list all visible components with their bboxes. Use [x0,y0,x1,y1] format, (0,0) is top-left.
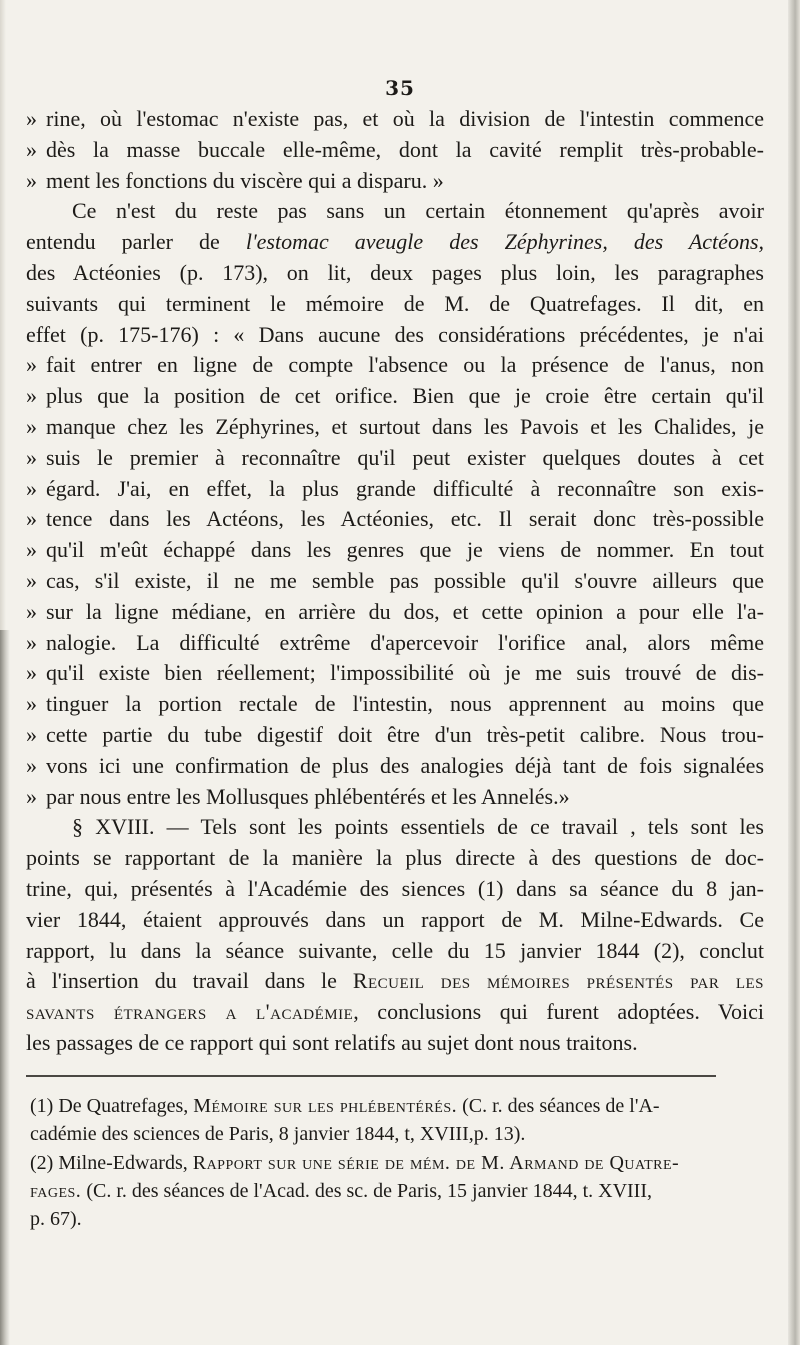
savants-title: savants étrangers a l'académie [26,999,354,1025]
section-line: savants étrangers a l'académie, conclusions qui furent adoptées. Voici [26,999,764,1025]
quote2-line: » fait entrer en ligne de compte l'absence ou la présence de l'anus, non [26,352,764,378]
section-line: rapport, lu dans la séance suivante, celle du 15 janvier 1844 (2), conclut [26,937,764,963]
quote2-line: » qu'il existe bien réellement; l'impossibilité où je me suis trouvé de dis- [26,660,764,686]
paragraph-line-5: effet (p. 175-176) : « Dans aucune des considérations précédentes, je n'ai [26,321,764,347]
quote2-line: » vons ici une confirmation de plus des analogies déjà tant de fois signalées [26,752,764,778]
quote2-line: » égard. J'ai, en effet, la plus grande difficulté à reconnaître son exis- [26,475,764,501]
quote2-line: » manque chez les Zéphyrines, et surtout dans les Pavois et les Chalides, je [26,413,764,439]
footnotes [30,1092,765,1233]
quote2-line: » tinguer la portion rectale de l'intestin, nous apprennent au moins que [26,691,764,717]
quote2-line: » par nous entre les Mollusques phlébentérés et les Annelés.» [26,783,570,809]
quote2-line: » qu'il m'eût échappé dans les genres que je viens de nommer. En tout [26,537,764,563]
quote2-line: » sur la ligne médiane, en arrière du dos, et cette opinion a pour elle l'a- [26,598,764,624]
quote2-line: » suis le premier à reconnaître qu'il peut exister quelques doutes à cet [26,444,764,470]
page-edge-right [788,0,800,1345]
section-line: points se rapportant de la manière la plus directe à des questions de doc- [26,845,764,871]
footnote-1-line-2: cadémie des sciences de Paris, 8 janvier 1844, t, XVIII,p. 13). [30,1123,526,1146]
quote2-line: » plus que la position de cet orifice. Bien que je croie être certain qu'il [26,383,764,409]
paragraph-line-1: Ce n'est du reste pas sans un certain étonnement qu'après avoir [72,198,764,224]
section-line: vier 1844, étaient approuvés dans un rapport de M. Milne-Edwards. Ce [26,906,764,932]
paragraph-line-4: suivants qui terminent le mémoire de M. de Quatrefages. Il dit, en [26,290,764,316]
quote2-line: » cas, s'il existe, il ne me semble pas possible qu'il s'ouvre ailleurs que [26,567,764,593]
italic-title: l'estomac aveugle des Zéphyrines, des Actéons, [245,229,764,255]
quote-line-1: » rine, où l'estomac n'existe pas, et où la division de l'intestin commence [26,106,764,131]
page-number: 35 [385,76,415,100]
quote2-line: » cette partie du tube digestif doit être d'un très-petit calibre. Nous trou- [26,721,764,747]
binding-shadow [0,630,10,1345]
paragraph-line-2: entendu parler de l'estomac aveugle des Zéphyrines, des Actéons, [26,229,764,255]
footnote-divider [26,1075,716,1077]
section-line: trine, qui, présentés à l'Académie des siences (1) dans sa séance du 8 jan- [26,875,764,901]
section-line: § XVIII. — Tels sont les points essentiels de ce travail , tels sont les [72,814,764,840]
recueil-title: Recueil des mémoires présentés par les [352,968,764,994]
footnote-2-line-1: (2) Milne-Edwards, Rapport sur une série de mém. de M. Armand de Quatre- [30,1151,680,1174]
quote-line-2: » dès la masse buccale elle-même, dont la cavité remplit très-probable- [26,136,764,162]
footnote-2-line-2: fages. (C. r. des séances de l'Acad. des sc. de Paris, 15 janvier 1844, t. XVIII, [30,1179,652,1202]
section-line: à l'insertion du travail dans le Recueil des mémoires présentés par les [26,968,764,994]
section-line: les passages de ce rapport qui sont relatifs au sujet dont nous traitons. [26,1029,638,1055]
footnote-1-line-1: (1) De Quatrefages, Mémoire sur les phlébentérés. (C. r. des séances de l'A- [30,1095,660,1117]
quote-line-3: » ment les fonctions du viscère qui a disparu. » [26,167,444,193]
footnote-2-line-3: p. 67). [30,1208,82,1231]
paragraph-line-3: des Actéonies (p. 173), on lit, deux pages plus loin, les paragraphes [26,259,764,285]
quote2-line: » nalogie. La difficulté extrême d'apercevoir l'orifice anal, alors même [26,629,764,655]
body-text [26,104,764,1059]
quote2-line: » tence dans les Actéons, les Actéonies, etc. Il serait donc très-possible [26,506,764,532]
